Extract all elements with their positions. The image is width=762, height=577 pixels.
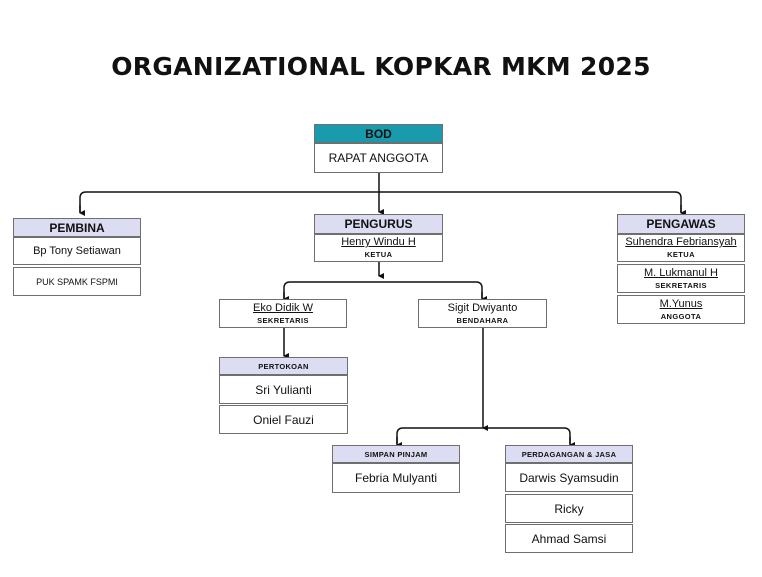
pengawas-ketua — [617, 234, 745, 262]
pengawas-sekretaris-role: SEKRETARIS — [655, 280, 707, 290]
pertokoan-member-1: Sri Yulianti — [219, 375, 348, 404]
pembina-member-2: PUK SPAMK FSPMI — [13, 267, 141, 296]
page-title: ORGANIZATIONAL KOPKAR MKM 2025 — [111, 52, 651, 81]
perdagangan-member-1: Darwis Syamsudin — [505, 463, 633, 492]
connector-level1-bar — [80, 192, 681, 212]
bod-header: BOD — [314, 124, 443, 143]
pengawas-header: PENGAWAS — [617, 214, 745, 234]
bod-body: RAPAT ANGGOTA — [314, 143, 443, 173]
pengawas-ketua-role: KETUA — [667, 250, 695, 259]
pengurus-ketua — [314, 234, 443, 262]
sekretaris-box — [219, 299, 347, 328]
connector-level2-bar — [284, 282, 482, 298]
perdagangan-member-2: Ricky — [505, 494, 633, 523]
perdagangan-header: PERDAGANGAN & JASA — [505, 445, 633, 463]
pengurus-header: PENGURUS — [314, 214, 443, 234]
pengawas-ketua-name: Suhendra Febriansyah — [625, 236, 737, 248]
bendahara-name: Sigit Dwiyanto — [447, 301, 518, 314]
pengawas-anggota-name: M.Yunus — [659, 297, 703, 310]
pengawas-anggota — [617, 295, 745, 324]
simpan-pinjam-header: SIMPAN PINJAM — [332, 445, 460, 463]
pengawas-anggota-role: ANGGOTA — [660, 311, 702, 321]
pengurus-ketua-role: KETUA — [364, 250, 393, 259]
perdagangan-member-3: Ahmad Samsi — [505, 524, 633, 553]
pertokoan-member-2: Oniel Fauzi — [219, 405, 348, 434]
sekretaris-role: SEKRETARIS — [257, 315, 309, 325]
pengawas-sekretaris-name: M. Lukmanul H — [644, 266, 718, 279]
pembina-member-1: Bp Tony Setiawan — [13, 237, 141, 265]
pengurus-ketua-name: Henry Windu H — [341, 236, 416, 248]
bendahara-role: BENDAHARA — [456, 315, 509, 325]
sekretaris-name: Eko Didik W — [253, 301, 313, 314]
bendahara-box — [418, 299, 547, 328]
connector-level3-bar — [397, 428, 570, 444]
pembina-header: PEMBINA — [13, 218, 141, 237]
pengawas-sekretaris — [617, 264, 745, 293]
pertokoan-header: PERTOKOAN — [219, 357, 348, 375]
simpan-pinjam-member-1: Febria Mulyanti — [332, 463, 460, 493]
